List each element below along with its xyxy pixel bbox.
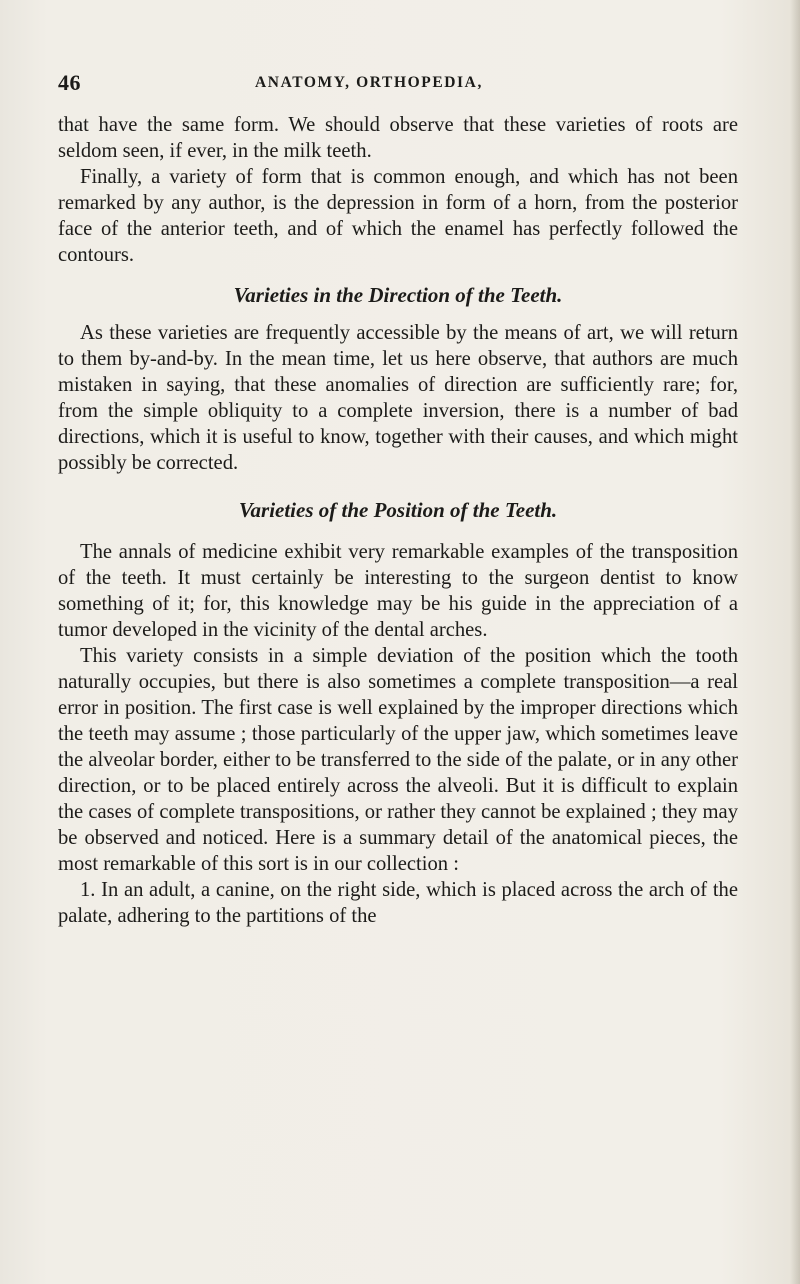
paragraph-horn-variety: Finally, a variety of form that is common enough, and which has not been remarked by any author, is the depression in form of a horn, from the posterior face of the anterior teeth, and of which the enamel has perfectly followed the contours. [58, 166, 738, 266]
paragraph-continuation: that have the same form. We should observe that these varieties of roots are seldom seen, if ever, in the milk teeth. [58, 114, 738, 162]
paragraph-deviation: This variety consists in a simple deviation of the position which the tooth naturally occupies, but there is also sometimes a complete transposition—a real error in position. The first case is well explained by the improper directions which the teeth may assume ; those particularly of the upper jaw, which sometimes leave the alveolar border, either to be transferred to the side of the palate, or in any other direction, or to be placed entirely across the alveoli. But it is difficult to explain the cases of complete transpositions, or rather they cannot be explained ; they may be observed and noticed. Here is a summary detail of the anatomical pieces, the most remarkable of this sort is in our collection : [58, 645, 738, 875]
section-heading-direction: Varieties in the Direction of the Teeth. [233, 283, 563, 307]
page-number: 46 [58, 70, 81, 95]
page-body [58, 112, 738, 929]
running-head: ANATOMY, ORTHOPEDIA, [255, 74, 483, 91]
paragraph-list-item-1: 1. In an adult, a canine, on the right side, which is placed across the arch of the palate, adhering to the partitions of the [58, 879, 738, 927]
page-edge-shadow [790, 0, 800, 1284]
paragraph-transposition: The annals of medicine exhibit very remarkable examples of the transposition of the teeth. It must certainly be interesting to the surgeon dentist to know something of it; for, this knowledge may be his guide in the appreciation of a tumor developed in the vicinity of the dental arches. [58, 541, 738, 641]
section-heading-position: Varieties of the Position of the Teeth. [238, 498, 558, 522]
page-header [58, 70, 748, 100]
paragraph-direction: As these varieties are frequently accessible by the means of art, we will return to them by-and-by. In the mean time, let us here observe, that authors are much mistaken in saying, that these anomalies of direction are sufficiently rare; for, from the simple obliquity to a complete inversion, there is a number of bad directions, which it is useful to know, together with their causes, and which might possibly be corrected. [58, 322, 738, 474]
